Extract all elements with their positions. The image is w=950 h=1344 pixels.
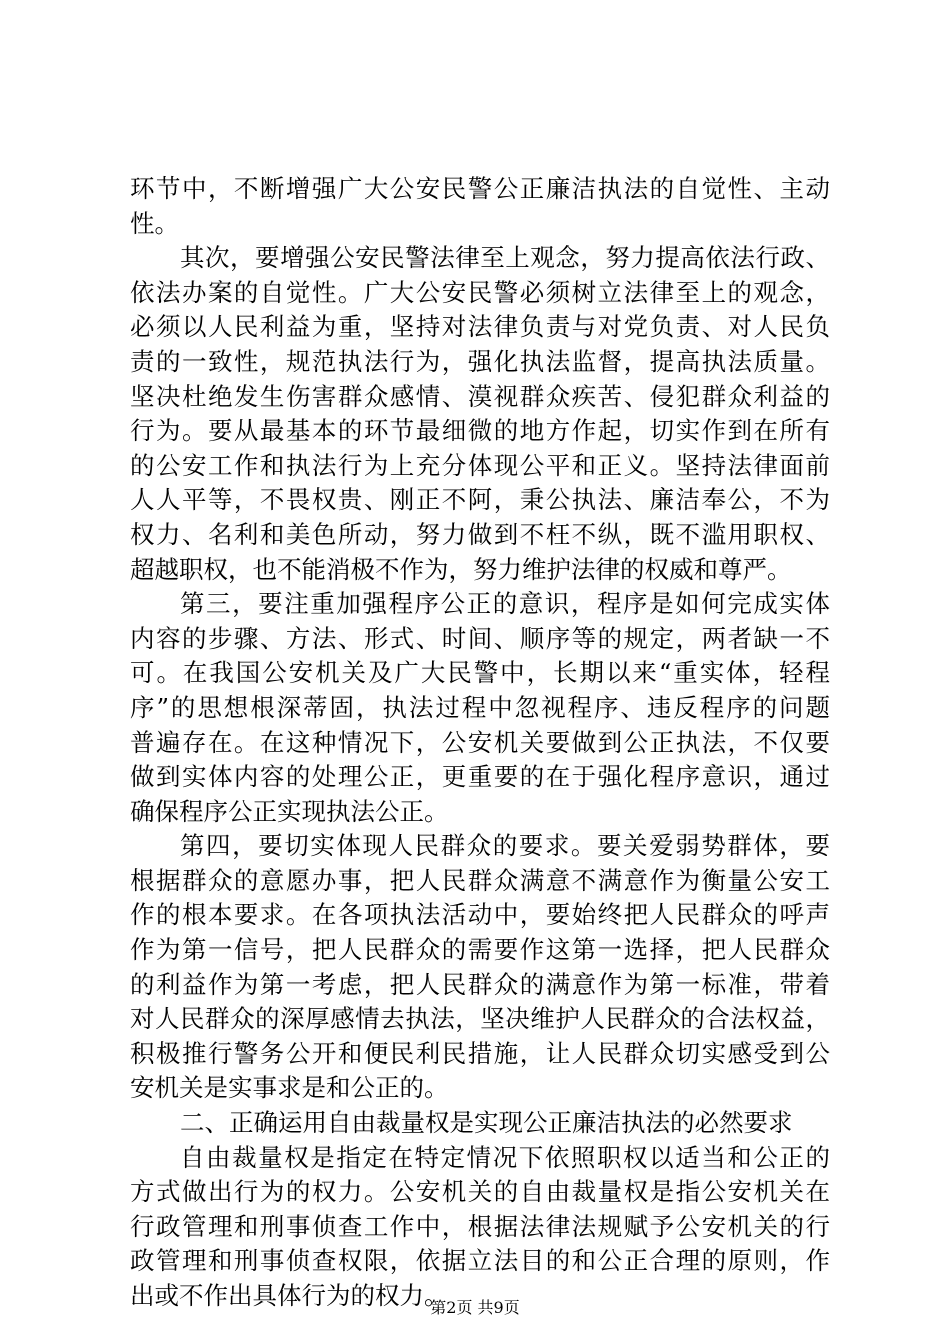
text-line: 安机关是实事求是和公正的。 — [130, 1073, 449, 1103]
text-line: 第四，要切实体现人民群众的要求。要关爱弱势群体，要 — [180, 831, 830, 861]
text-line: 根据群众的意愿办事，把人民群众满意不满意作为衡量公安工 — [130, 865, 830, 895]
text-line: 超越职权，也不能消极不作为，努力维护法律的权威和尊严。 — [130, 554, 792, 584]
text-line: 依法办案的自觉性。广大公安民警必须树立法律至上的观念， — [130, 277, 830, 307]
text-line: 对人民群众的深厚感情去执法，坚决维护人民群众的合法权益， — [130, 1004, 830, 1034]
text-line: 第三，要注重加强程序公正的意识，程序是如何完成实体 — [180, 589, 830, 619]
text-line: 坚决杜绝发生伤害群众感情、漠视群众疾苦、侵犯群众利益的 — [130, 381, 830, 411]
text-line: 二、正确运用自由裁量权是实现公正廉洁执法的必然要求 — [180, 1108, 793, 1138]
text-line: 行为。要从最基本的环节最细微的地方作起，切实作到在所有 — [130, 416, 830, 446]
text-line: 普遍存在。在这种情况下，公安机关要做到公正执法，不仅要 — [130, 727, 830, 757]
text-line: 政管理和刑事侦查权限，依据立法目的和公正合理的原则，作 — [130, 1246, 830, 1276]
text-line: 可。在我国公安机关及广大民警中，长期以来“重实体，轻程 — [130, 658, 830, 688]
text-line: 环节中，不断增强广大公安民警公正廉洁执法的自觉性、主动 — [130, 174, 830, 203]
text-line: 其次，要增强公安民警法律至上观念，努力提高依法行政、 — [180, 243, 830, 273]
document-body — [130, 172, 830, 1314]
text-line: 责的一致性，规范执法行为，强化执法监督，提高执法质量。 — [130, 346, 830, 376]
text-line: 行政管理和刑事侦查工作中，根据法律法规赋予公安机关的行 — [130, 1211, 830, 1241]
text-line: 的利益作为第一考虑，把人民群众的满意作为第一标准，带着 — [130, 969, 830, 999]
text-line: 的公安工作和执法行为上充分体现公平和正义。坚持法律面前 — [130, 450, 830, 480]
text-line: 权力、名利和美色所动，努力做到不枉不纵，既不滥用职权、 — [130, 519, 830, 549]
text-line: 必须以人民利益为重，坚持对法律负责与对党负责、对人民负 — [130, 312, 830, 342]
text-line: 作的根本要求。在各项执法活动中，要始终把人民群众的呼声 — [130, 900, 830, 930]
text-line: 作为第一信号，把人民群众的需要作这第一选择，把人民群众 — [130, 935, 830, 965]
text-line: 性。 — [130, 208, 179, 238]
text-line: 做到实体内容的处理公正，更重要的在于强化程序意识，通过 — [130, 762, 830, 792]
text-line: 自由裁量权是指定在特定情况下依照职权以适当和公正的 — [180, 1142, 830, 1172]
text-line: 出或不作出具体行为的权力。 — [130, 1281, 449, 1310]
text-line: 确保程序公正实现执法公正。 — [130, 796, 449, 826]
text-line: 序”的思想根深蒂固，执法过程中忽视程序、违反程序的问题 — [130, 692, 830, 722]
page-number: 第2页 共9页 — [430, 1298, 520, 1317]
page-footer — [0, 1298, 950, 1318]
text-line: 人人平等，不畏权贵、刚正不阿，秉公执法、廉洁奉公，不为 — [130, 485, 830, 515]
text-line: 积极推行警务公开和便民利民措施，让人民群众切实感受到公 — [130, 1038, 830, 1068]
text-line: 方式做出行为的权力。公安机关的自由裁量权是指公安机关在 — [130, 1177, 830, 1207]
text-line: 内容的步骤、方法、形式、时间、顺序等的规定，两者缺一不 — [130, 623, 830, 653]
